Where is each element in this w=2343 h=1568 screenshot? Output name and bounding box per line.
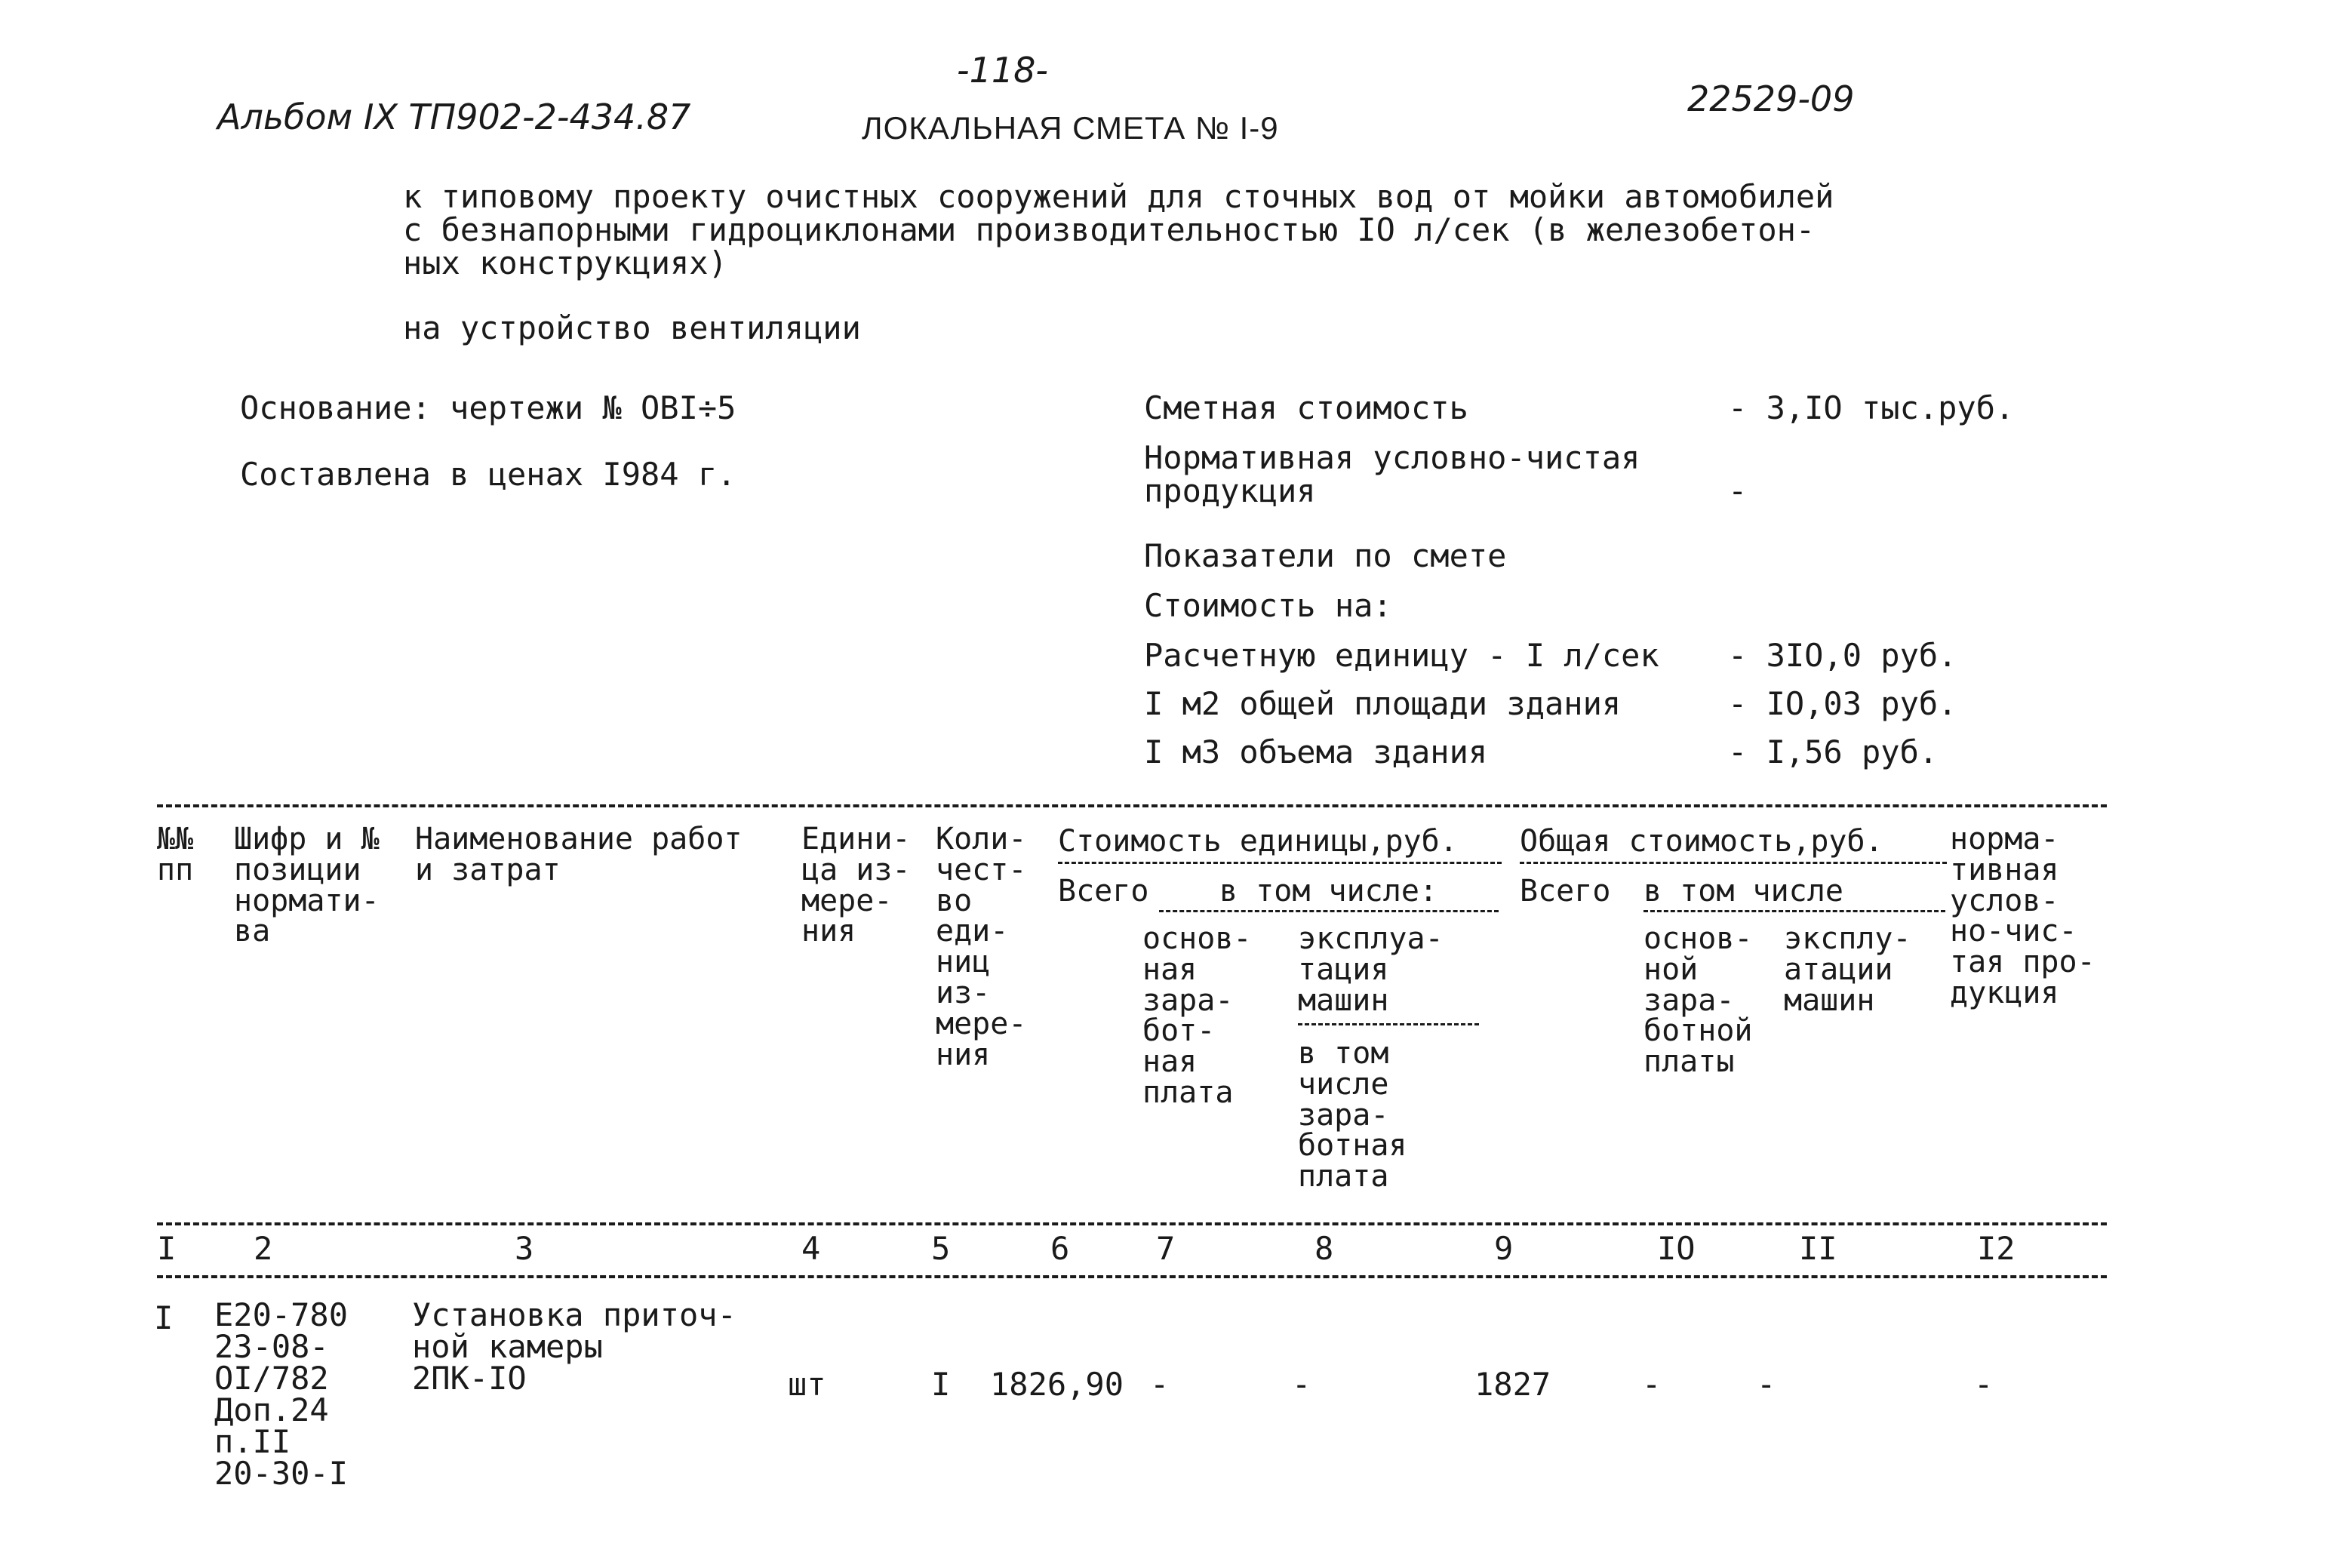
row-unit-machines: - — [1292, 1366, 1311, 1403]
header-col-1: №№ пп — [157, 822, 194, 887]
row-unit-wage: - — [1150, 1366, 1170, 1403]
header-col-8a: эксплуа- тация машин — [1298, 921, 1444, 1018]
normative-value: - — [1728, 472, 1748, 509]
cost-on-label: Стоимость на: — [1144, 587, 1392, 624]
header-col-5: Коли- чест- во еди- ниц из- мере- ния — [936, 822, 1027, 1072]
page-number: -118- — [957, 50, 1048, 91]
table-top-rule — [157, 804, 2107, 807]
subtitle-line-1: к типовому проекту очистных сооружений для сточных вод от мойки автомобилей — [403, 178, 1834, 215]
header-col-8b: в том числе зара- ботная плата — [1298, 1036, 1407, 1194]
subtitle-line-2: с безнапорными гидроциклонами производительностью IO л/сек (в железобетон- — [403, 211, 1816, 248]
indicator-value: - 3IO,0 руб. — [1728, 637, 1957, 674]
indicator-label: I м3 объема здания — [1144, 733, 1488, 770]
header-total-cost-group: Общая стоимость,руб. — [1520, 824, 1883, 859]
header-unit-total: Всего — [1058, 874, 1149, 909]
unit-cost-underline — [1058, 862, 1502, 864]
header-col-12: норма- тивная услов- но-чис- тая про- дукция — [1950, 822, 2095, 1010]
row-normative: - — [1974, 1366, 1994, 1403]
header-total-total: Всего — [1520, 874, 1611, 909]
column-number: I — [157, 1230, 177, 1267]
column-number: 5 — [931, 1230, 951, 1267]
row-total-machines: - — [1757, 1366, 1776, 1403]
header-col-10: основ- ной зара- ботной платы — [1643, 921, 1753, 1080]
row-code: E20-780 23-08- OI/782 Доп.24 п.II 20-30-I — [214, 1296, 349, 1492]
indicator-value: - I,56 руб. — [1728, 733, 1939, 770]
estimated-cost-value: - 3,IO тыс.руб. — [1728, 389, 2015, 426]
column-number: 2 — [254, 1230, 273, 1267]
document-title: ЛОКАЛЬНАЯ СМЕТА № I-9 — [862, 110, 1279, 146]
purpose-line: на устройство вентиляции — [403, 309, 861, 346]
table-column-number-rule — [157, 1275, 2107, 1278]
column-number: 9 — [1494, 1230, 1514, 1267]
album-reference: Альбом IX ТП902-2-434.87 — [217, 97, 691, 137]
column-number: 4 — [801, 1230, 821, 1267]
column-number: 8 — [1314, 1230, 1334, 1267]
header-col-7: основ- ная зара- бот- ная плата — [1142, 921, 1252, 1110]
indicator-label: I м2 общей площади здания — [1144, 685, 1622, 722]
column-number: 3 — [515, 1230, 534, 1267]
header-unit-incl: в том числе: — [1219, 874, 1437, 909]
unit-incl-underline — [1159, 910, 1499, 912]
basis-drawings: Основание: чертежи № OBI÷5 — [240, 389, 736, 426]
row-number: I — [154, 1299, 174, 1336]
row-unit: шт — [788, 1366, 826, 1403]
indicators-label: Показатели по смете — [1144, 537, 1507, 574]
subtitle-line-3: ных конструкциях) — [403, 244, 727, 281]
header-col-11: эксплу- атации машин — [1784, 921, 1911, 1018]
header-total-incl: в том числе — [1643, 874, 1843, 909]
header-col-2: Шифр и № позиции нормати- ва — [234, 822, 380, 949]
row-total-wage: - — [1642, 1366, 1662, 1403]
normative-label-2: продукция — [1144, 472, 1316, 509]
column-number: I2 — [1977, 1230, 2016, 1267]
column-number: II — [1799, 1230, 1837, 1267]
indicator-label: Расчетную единицу - I л/сек — [1144, 637, 1659, 674]
row-name: Установка приточ- ной камеры 2ПК-IO — [412, 1296, 736, 1397]
row-quantity: I — [931, 1366, 951, 1403]
column-number: IO — [1657, 1230, 1696, 1267]
header-col-3: Наименование работ и затрат — [415, 822, 743, 887]
header-unit-cost-group: Стоимость единицы,руб. — [1058, 824, 1458, 859]
total-cost-underline — [1520, 862, 1947, 864]
column-number: 7 — [1156, 1230, 1176, 1267]
row-total: 1827 — [1474, 1366, 1551, 1403]
header-col-4: Едини- ца из- мере- ния — [801, 822, 911, 949]
machines-underline — [1298, 1023, 1479, 1025]
column-number: 6 — [1050, 1230, 1070, 1267]
document-code: 22529-09 — [1687, 78, 1855, 119]
table-header-rule — [157, 1222, 2107, 1225]
row-unit-total: 1826,90 — [990, 1366, 1124, 1403]
estimated-cost-label: Сметная стоимость — [1144, 389, 1468, 426]
total-incl-underline — [1643, 910, 1945, 912]
normative-label-1: Нормативная условно-чистая — [1144, 439, 1640, 476]
indicator-value: - IO,03 руб. — [1728, 685, 1957, 722]
basis-prices: Составлена в ценах I984 г. — [240, 456, 736, 493]
